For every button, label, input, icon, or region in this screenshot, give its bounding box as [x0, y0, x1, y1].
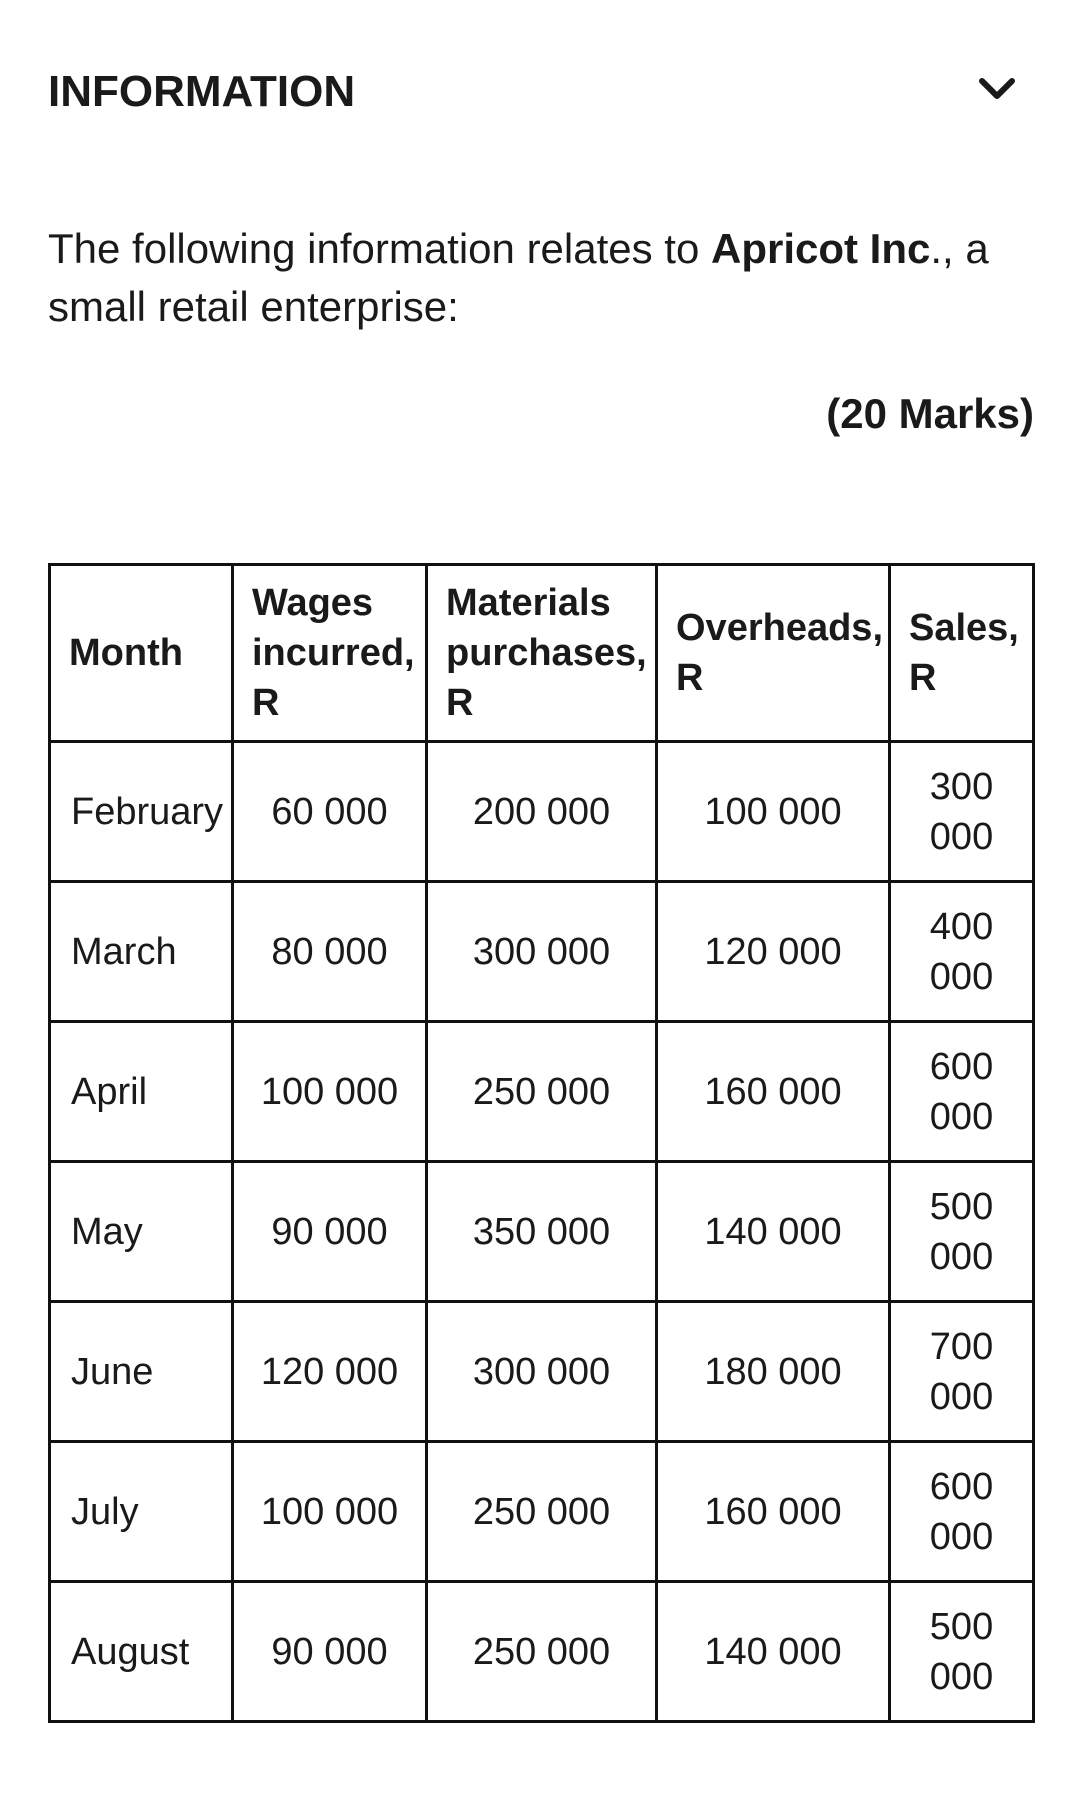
table-row [50, 1302, 1034, 1442]
cell-overheads: 160 000 [657, 1022, 890, 1162]
header-month: Month [50, 565, 233, 742]
sales-value: 700 000 [929, 1325, 994, 1418]
cell-sales [890, 742, 1034, 882]
table-header-row [50, 565, 1034, 742]
cell-sales [890, 1302, 1034, 1442]
cell-materials: 250 000 [427, 1022, 657, 1162]
intro-paragraph [48, 220, 1038, 336]
cell-sales [890, 1582, 1034, 1722]
sales-value: 600 000 [929, 1045, 994, 1138]
sales-value: 500 000 [929, 1185, 994, 1278]
table-row [50, 882, 1034, 1022]
company-name: Apricot Inc [711, 225, 931, 272]
marks-label: (20 Marks) [826, 390, 1034, 437]
intro-text-after: ., a small retail enterprise: [48, 225, 989, 330]
cell-month: April [50, 1022, 233, 1162]
sales-value: 400 000 [929, 905, 994, 998]
header-sales: Sales, R [890, 565, 1034, 742]
cell-month: June [50, 1302, 233, 1442]
cell-wages: 100 000 [233, 1022, 427, 1162]
cell-sales [890, 1442, 1034, 1582]
cell-wages: 90 000 [233, 1162, 427, 1302]
cell-wages: 60 000 [233, 742, 427, 882]
header-wages: Wages incurred, R [233, 565, 427, 742]
chevron-down-icon[interactable] [974, 66, 1020, 112]
table-row [50, 1022, 1034, 1162]
cell-wages: 80 000 [233, 882, 427, 1022]
cell-overheads: 140 000 [657, 1162, 890, 1302]
table-row [50, 1162, 1034, 1302]
intro-text-before: The following information relates to [48, 225, 711, 272]
cell-wages: 90 000 [233, 1582, 427, 1722]
cell-materials: 300 000 [427, 882, 657, 1022]
header-overheads: Overheads, R [657, 565, 890, 742]
cell-month: May [50, 1162, 233, 1302]
financial-table [48, 563, 1035, 1723]
cell-materials: 250 000 [427, 1582, 657, 1722]
cell-overheads: 120 000 [657, 882, 890, 1022]
cell-month: July [50, 1442, 233, 1582]
cell-materials: 300 000 [427, 1302, 657, 1442]
cell-sales [890, 1022, 1034, 1162]
cell-materials: 350 000 [427, 1162, 657, 1302]
cell-overheads: 100 000 [657, 742, 890, 882]
cell-materials: 250 000 [427, 1442, 657, 1582]
cell-materials: 200 000 [427, 742, 657, 882]
sales-value: 600 000 [929, 1465, 994, 1558]
cell-month: February [50, 742, 233, 882]
sales-value: 300 000 [929, 765, 994, 858]
cell-overheads: 140 000 [657, 1582, 890, 1722]
section-title: INFORMATION [48, 67, 356, 116]
cell-overheads: 160 000 [657, 1442, 890, 1582]
header-materials: Materials purchases, R [427, 565, 657, 742]
cell-month: August [50, 1582, 233, 1722]
cell-month: March [50, 882, 233, 1022]
table-row [50, 1442, 1034, 1582]
cell-sales [890, 1162, 1034, 1302]
table-row [50, 742, 1034, 882]
information-header[interactable] [48, 62, 1032, 122]
cell-sales [890, 882, 1034, 1022]
cell-wages: 100 000 [233, 1442, 427, 1582]
sales-value: 500 000 [929, 1605, 994, 1698]
table-row [50, 1582, 1034, 1722]
cell-overheads: 180 000 [657, 1302, 890, 1442]
cell-wages: 120 000 [233, 1302, 427, 1442]
